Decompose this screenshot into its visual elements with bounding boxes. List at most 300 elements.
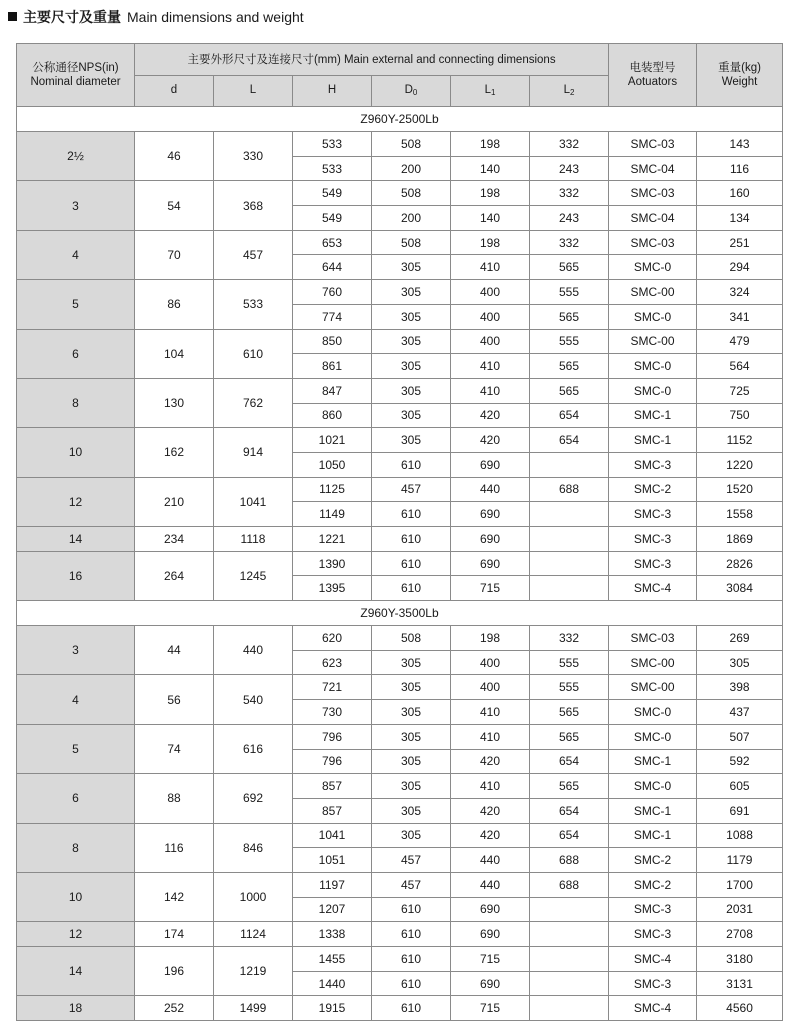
l2-cell: 688 [530, 848, 609, 873]
h-cell: 857 [293, 774, 372, 799]
l2-cell: 654 [530, 428, 609, 453]
d-cell: 174 [135, 922, 214, 947]
nps-cell: 14 [17, 527, 135, 552]
section-row [17, 107, 783, 132]
actuator-cell: SMC-3 [609, 922, 697, 947]
actuator-cell: SMC-2 [609, 848, 697, 873]
weight-cell: 2826 [697, 551, 783, 576]
table-row [17, 872, 783, 897]
nps-cell: 6 [17, 774, 135, 823]
nps-header [17, 44, 135, 107]
d-cell: 142 [135, 872, 214, 921]
h-cell: 1051 [293, 848, 372, 873]
weight-cell: 1220 [697, 452, 783, 477]
h-cell: 623 [293, 650, 372, 675]
actuator-cell: SMC-03 [609, 626, 697, 651]
weight-cell: 592 [697, 749, 783, 774]
table-row [17, 527, 783, 552]
weight-cell: 479 [697, 329, 783, 354]
l1-cell: 140 [451, 206, 530, 231]
actuator-cell: SMC-1 [609, 403, 697, 428]
h-cell: 774 [293, 304, 372, 329]
h-cell: 857 [293, 798, 372, 823]
l2-cell: 654 [530, 749, 609, 774]
d0-cell: 610 [372, 452, 451, 477]
l-cell: 540 [214, 675, 293, 724]
h-cell: 796 [293, 749, 372, 774]
l2-cell [530, 971, 609, 996]
l1-cell: 410 [451, 354, 530, 379]
h-cell: 847 [293, 378, 372, 403]
h-cell: 1338 [293, 922, 372, 947]
h-cell: 1915 [293, 996, 372, 1021]
h-cell: 620 [293, 626, 372, 651]
d0-cell: 610 [372, 897, 451, 922]
d0-cell: 305 [372, 774, 451, 799]
l1-cell: 690 [451, 551, 530, 576]
l1-cell: 400 [451, 280, 530, 305]
table-row [17, 675, 783, 700]
d-cell: 196 [135, 947, 214, 996]
l2-cell: 565 [530, 724, 609, 749]
d0-cell: 610 [372, 527, 451, 552]
col-header-l2: $L_2$ [530, 76, 609, 107]
l1-cell: 140 [451, 156, 530, 181]
l1-cell: 410 [451, 724, 530, 749]
l2-cell: 565 [530, 304, 609, 329]
d0-cell: 305 [372, 675, 451, 700]
l2-cell: 332 [530, 230, 609, 255]
nps-header-en: Nominal diameter [30, 76, 121, 88]
weight-cell: 507 [697, 724, 783, 749]
actuator-cell: SMC-4 [609, 996, 697, 1021]
col-header-d0: $D_0$ [372, 76, 451, 107]
nps-cell: 10 [17, 428, 135, 477]
d-cell: 46 [135, 132, 214, 181]
l2-cell: 555 [530, 329, 609, 354]
nps-cell: 10 [17, 872, 135, 921]
d-cell: 104 [135, 329, 214, 378]
d0-cell: 200 [372, 206, 451, 231]
d0-cell: 305 [372, 304, 451, 329]
l1-cell: 198 [451, 626, 530, 651]
table-row [17, 996, 783, 1021]
table-row [17, 626, 783, 651]
weight-cell: 605 [697, 774, 783, 799]
l-cell: 616 [214, 724, 293, 773]
actuator-cell: SMC-2 [609, 477, 697, 502]
weight-cell: 564 [697, 354, 783, 379]
table-row [17, 823, 783, 848]
d-cell: 210 [135, 477, 214, 526]
d-cell: 70 [135, 230, 214, 279]
actuator-cell: SMC-04 [609, 206, 697, 231]
nps-cell: 3 [17, 181, 135, 230]
l1-cell: 198 [451, 181, 530, 206]
d0-cell: 508 [372, 230, 451, 255]
l1-cell: 715 [451, 996, 530, 1021]
l1-cell: 420 [451, 749, 530, 774]
l-cell: 457 [214, 230, 293, 279]
nps-cell: 16 [17, 551, 135, 600]
nps-cell: 12 [17, 922, 135, 947]
d0-cell: 610 [372, 947, 451, 972]
d0-cell: 305 [372, 428, 451, 453]
weight-header-en: Weight [721, 76, 758, 88]
weight-cell: 324 [697, 280, 783, 305]
h-cell: 850 [293, 329, 372, 354]
h-cell: 760 [293, 280, 372, 305]
table-row [17, 724, 783, 749]
weight-cell: 1152 [697, 428, 783, 453]
actuator-cell: SMC-03 [609, 132, 697, 157]
l2-cell: 332 [530, 181, 609, 206]
l1-cell: 690 [451, 922, 530, 947]
nps-cell: 5 [17, 280, 135, 329]
l2-cell: 565 [530, 255, 609, 280]
d-cell: 74 [135, 724, 214, 773]
d0-cell: 305 [372, 798, 451, 823]
nps-cell: 6 [17, 329, 135, 378]
weight-cell: 1179 [697, 848, 783, 873]
actuator-cell: SMC-0 [609, 724, 697, 749]
nps-cell: 3 [17, 626, 135, 675]
d-cell: 116 [135, 823, 214, 872]
l1-cell: 690 [451, 502, 530, 527]
h-cell: 861 [293, 354, 372, 379]
weight-cell: 305 [697, 650, 783, 675]
d0-cell: 305 [372, 280, 451, 305]
d0-cell: 305 [372, 823, 451, 848]
h-cell: 549 [293, 181, 372, 206]
l2-cell: 243 [530, 156, 609, 181]
l-cell: 914 [214, 428, 293, 477]
actuator-cell: SMC-3 [609, 452, 697, 477]
actuator-cell: SMC-1 [609, 749, 697, 774]
actuator-cell: SMC-03 [609, 230, 697, 255]
l1-cell: 420 [451, 428, 530, 453]
table-row [17, 329, 783, 354]
d0-cell: 305 [372, 749, 451, 774]
table-row [17, 378, 783, 403]
h-cell: 533 [293, 156, 372, 181]
l1-cell: 400 [451, 650, 530, 675]
weight-cell: 116 [697, 156, 783, 181]
l-cell: 440 [214, 626, 293, 675]
l1-cell: 410 [451, 255, 530, 280]
d-cell: 130 [135, 378, 214, 427]
l2-cell: 565 [530, 774, 609, 799]
l1-cell: 198 [451, 132, 530, 157]
h-cell: 1207 [293, 897, 372, 922]
l1-cell: 690 [451, 527, 530, 552]
d0-cell: 305 [372, 378, 451, 403]
weight-cell: 134 [697, 206, 783, 231]
l1-cell: 420 [451, 823, 530, 848]
l1-cell: 440 [451, 848, 530, 873]
d0-cell: 610 [372, 576, 451, 601]
weight-cell: 3084 [697, 576, 783, 601]
weight-cell: 1869 [697, 527, 783, 552]
h-cell: 1221 [293, 527, 372, 552]
l-cell: 692 [214, 774, 293, 823]
weight-cell: 3180 [697, 947, 783, 972]
d0-cell: 508 [372, 132, 451, 157]
actuator-cell: SMC-0 [609, 378, 697, 403]
l1-cell: 420 [451, 403, 530, 428]
l2-cell: 654 [530, 823, 609, 848]
section-title: Z960Y-3500Lb [17, 601, 783, 626]
table-row [17, 947, 783, 972]
l-cell: 610 [214, 329, 293, 378]
actuator-cell: SMC-4 [609, 576, 697, 601]
l2-cell: 565 [530, 354, 609, 379]
l2-cell: 332 [530, 626, 609, 651]
weight-cell: 2708 [697, 922, 783, 947]
h-cell: 730 [293, 700, 372, 725]
col-header-l1: $L_1$ [451, 76, 530, 107]
h-cell: 1125 [293, 477, 372, 502]
actuator-cell: SMC-04 [609, 156, 697, 181]
table-row [17, 280, 783, 305]
actuator-cell: SMC-0 [609, 255, 697, 280]
d0-cell: 305 [372, 700, 451, 725]
h-cell: 653 [293, 230, 372, 255]
l2-cell: 688 [530, 477, 609, 502]
title-zh: 主要尺寸及重量 [23, 9, 121, 25]
d0-cell: 610 [372, 971, 451, 996]
d-cell: 44 [135, 626, 214, 675]
h-cell: 1050 [293, 452, 372, 477]
l2-cell: 654 [530, 403, 609, 428]
h-cell: 1390 [293, 551, 372, 576]
actuator-cell: SMC-4 [609, 947, 697, 972]
table-row [17, 132, 783, 157]
l2-cell: 555 [530, 675, 609, 700]
d0-cell: 508 [372, 626, 451, 651]
weight-cell: 437 [697, 700, 783, 725]
section-row [17, 601, 783, 626]
actuator-cell: SMC-3 [609, 551, 697, 576]
l1-cell: 400 [451, 329, 530, 354]
actuator-cell: SMC-00 [609, 650, 697, 675]
actuator-cell: SMC-1 [609, 798, 697, 823]
l2-cell: 565 [530, 700, 609, 725]
nps-cell: 4 [17, 675, 135, 724]
l1-cell: 410 [451, 774, 530, 799]
h-cell: 533 [293, 132, 372, 157]
weight-cell: 143 [697, 132, 783, 157]
square-bullet-icon [8, 12, 17, 21]
d0-cell: 305 [372, 403, 451, 428]
h-cell: 1440 [293, 971, 372, 996]
d-cell: 86 [135, 280, 214, 329]
l2-cell: 688 [530, 872, 609, 897]
l1-cell: 690 [451, 897, 530, 922]
actuator-cell: SMC-0 [609, 304, 697, 329]
h-cell: 1041 [293, 823, 372, 848]
l2-cell [530, 947, 609, 972]
weight-cell: 160 [697, 181, 783, 206]
d-cell: 234 [135, 527, 214, 552]
actuator-cell: SMC-00 [609, 329, 697, 354]
actuator-cell: SMC-1 [609, 823, 697, 848]
l2-cell [530, 452, 609, 477]
dimensions-table [16, 43, 783, 1021]
l2-cell: 555 [530, 650, 609, 675]
l2-cell: 555 [530, 280, 609, 305]
l1-cell: 400 [451, 675, 530, 700]
main-dimensions-header: 主要外形尺寸及连接尺寸(mm) Main external and connecting dimensions [135, 44, 609, 76]
l-cell: 1000 [214, 872, 293, 921]
l-cell: 1124 [214, 922, 293, 947]
l1-cell: 715 [451, 947, 530, 972]
d0-cell: 305 [372, 650, 451, 675]
table-row [17, 922, 783, 947]
h-cell: 721 [293, 675, 372, 700]
l2-cell: 565 [530, 378, 609, 403]
l2-cell [530, 922, 609, 947]
l-cell: 762 [214, 378, 293, 427]
h-cell: 860 [293, 403, 372, 428]
weight-cell: 294 [697, 255, 783, 280]
l2-cell [530, 527, 609, 552]
l-cell: 1118 [214, 527, 293, 552]
h-cell: 1197 [293, 872, 372, 897]
weight-cell: 398 [697, 675, 783, 700]
section-title: Z960Y-2500Lb [17, 107, 783, 132]
nps-cell: 8 [17, 823, 135, 872]
l1-cell: 410 [451, 700, 530, 725]
title-en: Main dimensions and weight [127, 9, 304, 25]
l-cell: 368 [214, 181, 293, 230]
h-cell: 796 [293, 724, 372, 749]
l1-cell: 410 [451, 378, 530, 403]
actuator-cell: SMC-3 [609, 527, 697, 552]
l2-cell [530, 996, 609, 1021]
actuator-cell: SMC-3 [609, 502, 697, 527]
l1-cell: 420 [451, 798, 530, 823]
l1-cell: 198 [451, 230, 530, 255]
table-row [17, 428, 783, 453]
nps-cell: 8 [17, 378, 135, 427]
actuator-cell: SMC-03 [609, 181, 697, 206]
col-header-d: d [135, 76, 214, 107]
l-cell: 330 [214, 132, 293, 181]
d0-cell: 610 [372, 502, 451, 527]
table-row [17, 230, 783, 255]
l2-cell [530, 502, 609, 527]
actuator-cell: SMC-3 [609, 897, 697, 922]
weight-cell: 725 [697, 378, 783, 403]
nps-cell: 5 [17, 724, 135, 773]
d0-cell: 508 [372, 181, 451, 206]
l-cell: 533 [214, 280, 293, 329]
table-header [17, 44, 783, 107]
h-cell: 1021 [293, 428, 372, 453]
nps-cell: 4 [17, 230, 135, 279]
d-cell: 56 [135, 675, 214, 724]
h-cell: 1395 [293, 576, 372, 601]
actuator-header [609, 44, 697, 107]
header-row-top [17, 44, 783, 76]
weight-cell: 4560 [697, 996, 783, 1021]
table-row [17, 774, 783, 799]
actuator-header-en: Aotuators [627, 76, 678, 88]
page-title [8, 6, 304, 28]
h-cell: 644 [293, 255, 372, 280]
l2-cell: 243 [530, 206, 609, 231]
actuator-cell: SMC-1 [609, 428, 697, 453]
d0-cell: 457 [372, 477, 451, 502]
table-row [17, 181, 783, 206]
l2-cell [530, 551, 609, 576]
l2-cell [530, 897, 609, 922]
d-cell: 162 [135, 428, 214, 477]
d0-cell: 610 [372, 996, 451, 1021]
table-row [17, 551, 783, 576]
weight-cell: 3131 [697, 971, 783, 996]
d-cell: 264 [135, 551, 214, 600]
d-cell: 252 [135, 996, 214, 1021]
weight-cell: 2031 [697, 897, 783, 922]
d0-cell: 305 [372, 329, 451, 354]
weight-cell: 1700 [697, 872, 783, 897]
l2-cell: 654 [530, 798, 609, 823]
d0-cell: 457 [372, 848, 451, 873]
h-cell: 549 [293, 206, 372, 231]
weight-cell: 750 [697, 403, 783, 428]
actuator-cell: SMC-2 [609, 872, 697, 897]
nps-header-zh: 公称通径NPS(in) [32, 62, 119, 74]
l1-cell: 400 [451, 304, 530, 329]
actuator-cell: SMC-3 [609, 971, 697, 996]
weight-cell: 251 [697, 230, 783, 255]
actuator-cell: SMC-0 [609, 774, 697, 799]
col-header-h: H [293, 76, 372, 107]
d0-cell: 305 [372, 354, 451, 379]
d0-cell: 305 [372, 724, 451, 749]
nps-cell: 2½ [17, 132, 135, 181]
l-cell: 1219 [214, 947, 293, 996]
d-cell: 54 [135, 181, 214, 230]
actuator-cell: SMC-0 [609, 354, 697, 379]
weight-cell: 341 [697, 304, 783, 329]
actuator-header-zh: 电装型号 [629, 62, 676, 74]
l2-cell [530, 576, 609, 601]
weight-cell: 1088 [697, 823, 783, 848]
d0-cell: 610 [372, 922, 451, 947]
weight-cell: 691 [697, 798, 783, 823]
l1-cell: 690 [451, 452, 530, 477]
l-cell: 1245 [214, 551, 293, 600]
table-row [17, 477, 783, 502]
h-cell: 1455 [293, 947, 372, 972]
l1-cell: 690 [451, 971, 530, 996]
l-cell: 1499 [214, 996, 293, 1021]
d0-cell: 457 [372, 872, 451, 897]
actuator-cell: SMC-00 [609, 675, 697, 700]
l-cell: 1041 [214, 477, 293, 526]
l-cell: 846 [214, 823, 293, 872]
actuator-cell: SMC-0 [609, 700, 697, 725]
weight-cell: 1558 [697, 502, 783, 527]
col-header-l: L [214, 76, 293, 107]
nps-cell: 12 [17, 477, 135, 526]
d0-cell: 200 [372, 156, 451, 181]
h-cell: 1149 [293, 502, 372, 527]
d0-cell: 610 [372, 551, 451, 576]
